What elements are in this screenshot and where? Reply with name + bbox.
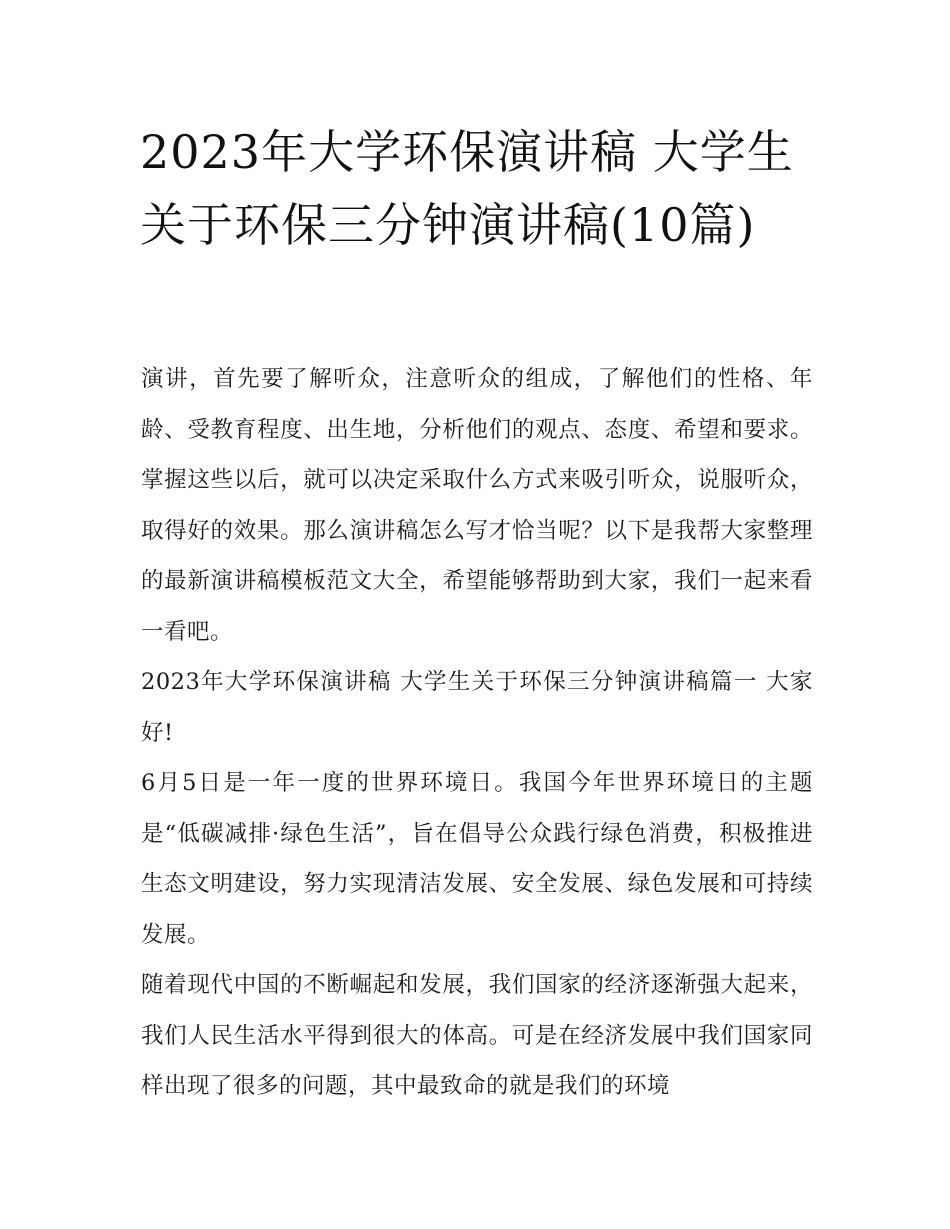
paragraph-section-heading: 2023年大学环保演讲稿 大学生关于环保三分钟演讲稿篇一 大家好! bbox=[141, 669, 813, 746]
document-title: 2023年大学环保演讲稿 大学生关于环保三分钟演讲稿(10篇) bbox=[140, 125, 794, 252]
document-body bbox=[141, 354, 813, 1112]
paragraph-development: 随着现代中国的不断崛起和发展，我们国家的经济逐渐强大起来，我们人民生活水平得到很大的体高。可是在经济发展中我们国家同样出现了很多的问题，其中最致命的就是我们的环境 bbox=[141, 972, 813, 1099]
paragraph-intro: 演讲，首先要了解听众，注意听众的组成，了解他们的性格、年龄、受教育程度、出生地，分析他们的观点、态度、希望和要求。掌握这些以后，就可以决定采取什么方式来吸引听众，说服听众，取得好的效果。那么演讲稿怎么写才恰当呢？以下是我帮大家整理的最新演讲稿模板范文大全，希望能够帮助到大家，我们一起来看一看吧。 bbox=[141, 366, 813, 645]
paragraph-environment-day: 6月5日是一年一度的世界环境日。我国今年世界环境日的主题是“低碳减排·绿色生活”，旨在倡导公众践行绿色消费，积极推进生态文明建设，努力实现清洁发展、安全发展、绿色发展和可持续发展。 bbox=[141, 770, 813, 948]
